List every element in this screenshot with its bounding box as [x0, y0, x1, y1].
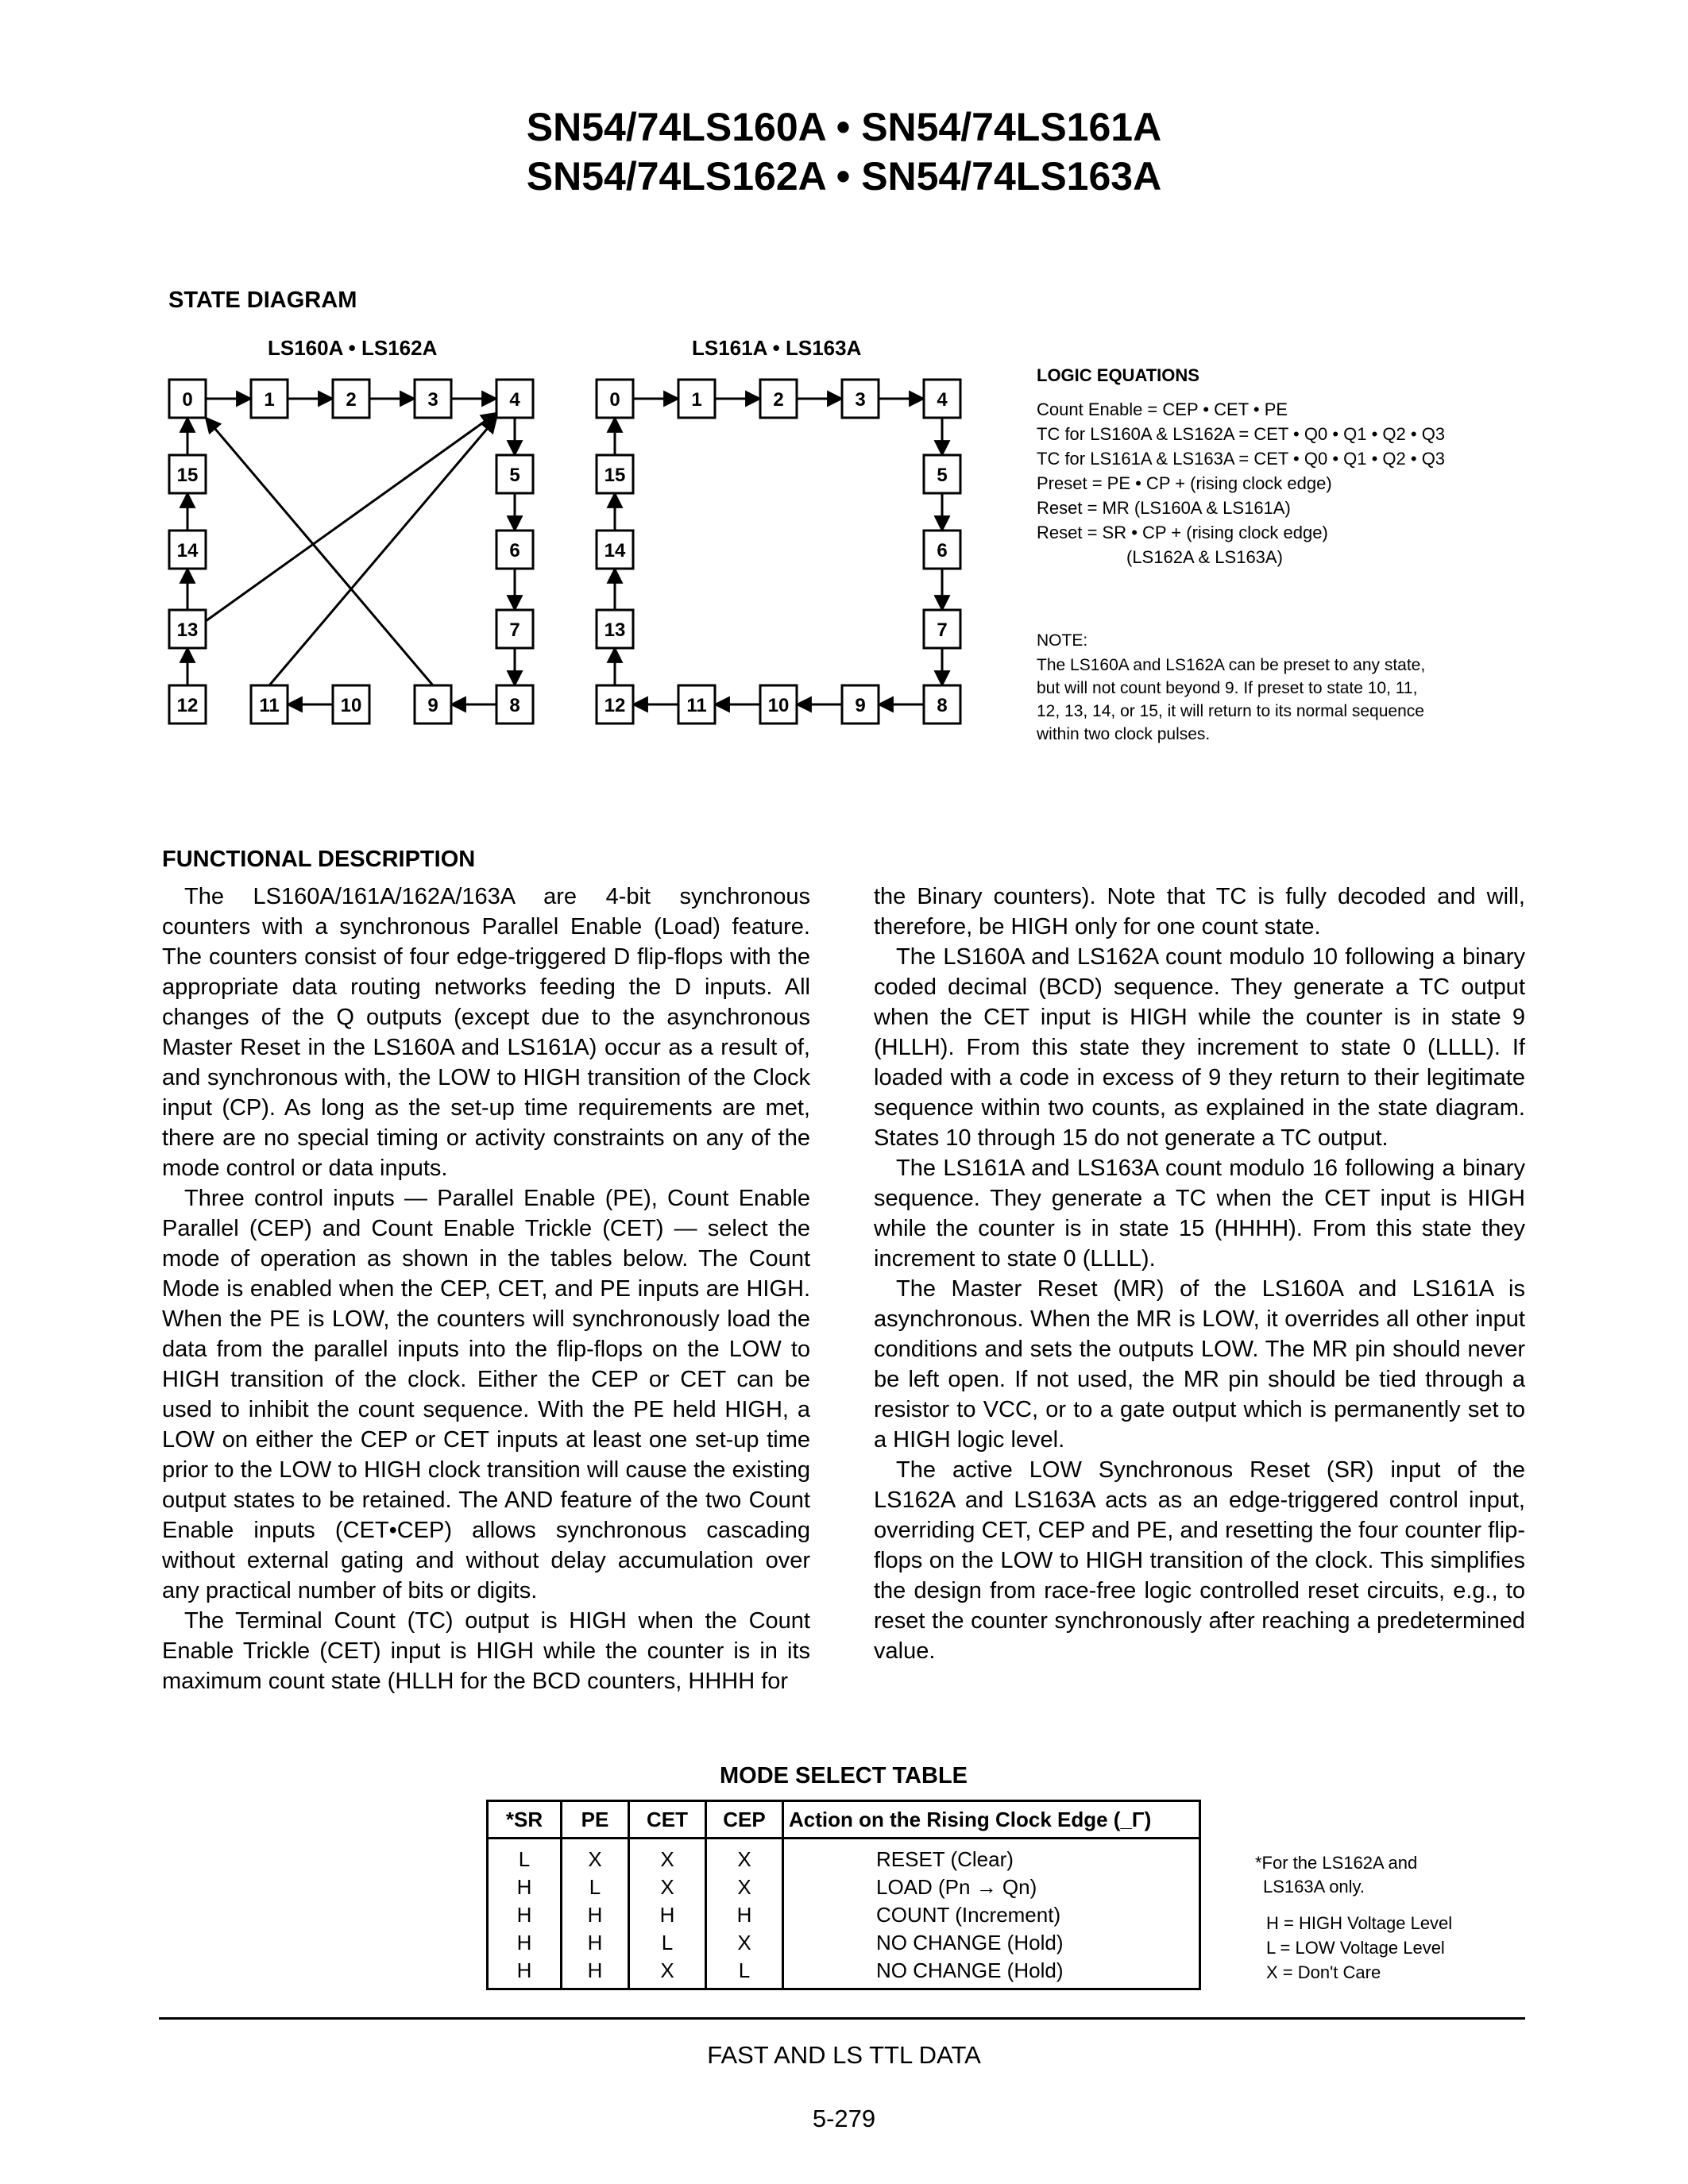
- table-cell: X: [629, 1873, 706, 1901]
- state-node-label: 1: [264, 389, 275, 411]
- state-node: [415, 380, 451, 418]
- table-cell: H: [706, 1901, 783, 1929]
- state-node: [760, 380, 797, 418]
- table-row: [488, 1839, 1200, 1874]
- table-row: [488, 1873, 1200, 1901]
- table-cell: X: [706, 1873, 783, 1901]
- table-cell: L: [562, 1873, 629, 1901]
- state-node: [597, 531, 633, 569]
- state-node-label: 14: [176, 540, 199, 561]
- equation-reset-mr: Reset = MR (LS160A & LS161A): [1037, 498, 1291, 518]
- table-cell: H: [629, 1901, 706, 1929]
- state-node-label: 11: [259, 695, 280, 716]
- state-node: [169, 380, 206, 418]
- paragraph: The LS160A and LS162A count modulo 10 following a binary coded decimal (BCD) sequence. They generate a TC output when the CET input is HIGH while the counter is in state 9 (HLLH). From this state they increment to state 0 (LLLL). If loaded with a code in excess of 9 they return to their legitimate sequence within two counts, as explained in the state diagram. States 10 through 15 do not generate a TC output.: [874, 944, 1525, 1151]
- state-node-label: 0: [182, 389, 193, 411]
- diagram-label-ls161a-ls163a: LS161A • LS163A: [692, 336, 862, 360]
- state-node-label: 10: [767, 695, 790, 716]
- paragraph: The active LOW Synchronous Reset (SR) input of the LS162A and LS163A acts as an edge-triggered control input, overriding CET, CEP and PE, and resetting the four counter flip-flops on the LOW to HIGH transition of the clock. This simplifies the design from race-free logic controlled reset circuits, e.g., to reset the counter synchronously after reaching a predetermined value.: [874, 1457, 1525, 1664]
- table-cell-action: RESET (Clear): [783, 1839, 1200, 1874]
- state-node: [678, 380, 715, 418]
- state-node-label: 1: [691, 389, 702, 411]
- legend-high: H = HIGH Voltage Level: [1266, 1913, 1453, 1933]
- state-node: [842, 685, 879, 723]
- state-node: [924, 380, 960, 418]
- footer-rule: [159, 2017, 1525, 2020]
- functional-description-left-column: [162, 882, 810, 1696]
- state-node-label: 13: [604, 619, 626, 641]
- table-cell: X: [706, 1929, 783, 1957]
- table-cell-action: COUNT (Increment): [783, 1901, 1200, 1929]
- state-node: [924, 610, 960, 648]
- state-node-label: 9: [855, 695, 866, 716]
- state-node: [760, 685, 797, 723]
- table-cell: L: [488, 1839, 562, 1874]
- table-cell-action: NO CHANGE (Hold): [783, 1929, 1200, 1957]
- column-header-pe: PE: [562, 1801, 629, 1839]
- state-node: [678, 685, 715, 723]
- state-node-label: 15: [176, 465, 199, 486]
- table-cell: H: [562, 1929, 629, 1957]
- diagram-label-ls160a-ls162a: LS160A • LS162A: [268, 336, 438, 360]
- paragraph: the Binary counters). Note that TC is fully decoded and will, therefore, be HIGH only for one count state.: [874, 884, 1525, 940]
- equation-preset: Preset = PE • CP + (rising clock edge): [1037, 473, 1332, 493]
- note-line: within two clock pulses.: [1037, 725, 1211, 743]
- equation-tc-ls161a: TC for LS161A & LS163A = CET • Q0 • Q1 • Q2 • Q3: [1037, 449, 1446, 469]
- table-cell: X: [629, 1839, 706, 1874]
- table-row: [488, 1957, 1200, 1989]
- state-node-label: 0: [609, 389, 620, 411]
- table-cell: X: [629, 1957, 706, 1989]
- table-cell: H: [488, 1929, 562, 1957]
- footer-publication: FAST AND LS TTL DATA: [707, 2041, 981, 2069]
- functional-description-heading: FUNCTIONAL DESCRIPTION: [162, 847, 476, 872]
- legend-low: L = LOW Voltage Level: [1266, 1938, 1445, 1958]
- note-heading: NOTE:: [1037, 631, 1088, 650]
- footer-page-number: 5-279: [812, 2105, 876, 2132]
- table-cell: H: [488, 1957, 562, 1989]
- state-node: [597, 610, 633, 648]
- table-cell-action: LOAD (Pn → Qn): [783, 1873, 1200, 1901]
- table-cell: X: [562, 1839, 629, 1874]
- state-node: [496, 685, 533, 723]
- state-node-label: 8: [509, 695, 520, 716]
- state-node: [924, 455, 960, 493]
- state-node: [597, 380, 633, 418]
- state-node: [496, 531, 533, 569]
- state-node-label: 7: [509, 619, 520, 641]
- state-node: [251, 685, 288, 723]
- table-cell: H: [488, 1901, 562, 1929]
- equation-reset-sr-scope: (LS162A & LS163A): [1126, 547, 1283, 567]
- equation-count-enable: Count Enable = CEP • CET • PE: [1037, 399, 1288, 419]
- table-cell-action: NO CHANGE (Hold): [783, 1957, 1200, 1989]
- state-node-label: 5: [937, 465, 948, 486]
- state-node-label: 5: [509, 465, 520, 486]
- table-cell: L: [629, 1929, 706, 1957]
- state-node-label: 6: [937, 540, 948, 561]
- state-diagram-ls160a-ls162a: [169, 380, 533, 723]
- state-node-label: 15: [604, 465, 626, 486]
- state-node: [924, 685, 960, 723]
- state-node: [169, 455, 206, 493]
- paragraph: The Terminal Count (TC) output is HIGH when the Count Enable Trickle (CET) input is HIGH while the counter is in its maximum count state (HLLH for the BCD counters, HHHH for: [162, 1608, 810, 1694]
- table-cell: L: [706, 1957, 783, 1989]
- state-node: [842, 380, 879, 418]
- state-node-label: 4: [509, 389, 520, 411]
- state-node: [415, 685, 451, 723]
- state-node-label: 6: [509, 540, 520, 561]
- state-node: [333, 380, 369, 418]
- state-node-label: 8: [937, 695, 948, 716]
- state-node-label: 9: [427, 695, 438, 716]
- state-node-label: 2: [346, 389, 357, 411]
- state-node: [169, 610, 206, 648]
- paragraph: Three control inputs — Parallel Enable (PE), Count Enable Parallel (CEP) and Count Enable Trickle (CET) — select the mode of operation as shown in the tables below. The Count Mode is enabled when the CEP, CET, and PE inputs are HIGH. When the PE is LOW, the counters will synchronously load the data from the parallel inputs into the flip-flops on the LOW to HIGH transition of the clock. Either the CEP or CET can be used to inhibit the count sequence. With the PE held HIGH, a LOW on either the CEP or CET inputs at least one set-up time prior to the LOW to HIGH clock transition will cause the existing output states to be retained. The AND feature of the two Count Enable inputs (CET•CEP) allows synchronous cascading without external gating and without delay accumulation over any practical number of bits or digits.: [162, 1186, 810, 1603]
- state-node: [924, 531, 960, 569]
- column-header-action: [783, 1801, 1200, 1839]
- state-node-label: 14: [604, 540, 626, 561]
- column-header-action-label: Action on the Rising Clock Edge (: [789, 1807, 1121, 1831]
- state-node: [169, 531, 206, 569]
- paragraph: The Master Reset (MR) of the LS160A and LS161A is asynchronous. When the MR is LOW, it overrides all other input conditions and sets the outputs LOW. The MR pin should never be left open. If not used, the MR pin should be tied through a resistor to VCC, or to a gate output which is permanently set to a HIGH logic level.: [874, 1276, 1525, 1453]
- table-row: [488, 1929, 1200, 1957]
- state-node-label: 11: [686, 695, 707, 716]
- state-transition-arrow: [206, 418, 433, 685]
- column-header-cep: [706, 1801, 783, 1839]
- state-diagram-ls161a-ls163a: [597, 380, 960, 723]
- table-header-row: [488, 1801, 1200, 1839]
- column-header-cep-label: CEP: [723, 1807, 766, 1831]
- state-node: [597, 455, 633, 493]
- paragraph: The LS160A/161A/162A/163A are 4-bit synchronous counters with a synchronous Parallel Enable (Load) feature. The counters consist of four edge-triggered D flip-flops with the appropriate data routing networks feeding the D inputs. All changes of the Q outputs (except due to the asynchronous Master Reset in the LS160A and LS161A) occur as a result of, and synchronous with, the LOW to HIGH transition of the Clock input (CP). As long as the set-up time requirements are met, there are no special timing or activity constraints on any of the mode control or data inputs.: [162, 884, 810, 1181]
- equation-reset-sr: Reset = SR • CP + (rising clock edge): [1037, 523, 1328, 542]
- state-node-label: 13: [176, 619, 199, 641]
- state-node: [333, 685, 369, 723]
- state-node-label: 3: [427, 389, 438, 411]
- column-header-sr: *SR: [488, 1801, 562, 1839]
- state-diagram-heading: STATE DIAGRAM: [168, 287, 357, 313]
- state-diagram: [0, 0, 1688, 810]
- state-node: [597, 685, 633, 723]
- state-node: [169, 685, 206, 723]
- mode-select-table: [486, 1800, 1201, 1990]
- mode-select-table-title: MODE SELECT TABLE: [719, 1763, 968, 1788]
- note-line: 12, 13, 14, or 15, it will return to its normal sequence: [1037, 702, 1424, 720]
- paragraph: The LS161A and LS163A count modulo 16 following a binary sequence. They generate a TC when the CET input is HIGH while the counter is in state 15 (HHHH). From this state they increment to state 0 (LLLL).: [874, 1156, 1525, 1271]
- state-node: [496, 455, 533, 493]
- table-footnote: *For the LS162A and: [1255, 1853, 1418, 1873]
- state-node: [496, 380, 533, 418]
- state-node-label: 4: [937, 389, 948, 411]
- state-node-label: 12: [604, 695, 626, 716]
- column-header-action-close: ): [1144, 1807, 1152, 1831]
- rising-edge-icon: _Γ: [1120, 1807, 1145, 1831]
- state-node-label: 10: [340, 695, 362, 716]
- state-node-label: 3: [855, 389, 866, 411]
- state-node: [251, 380, 288, 418]
- note-line: The LS160A and LS162A can be preset to any state,: [1037, 656, 1426, 674]
- document-title-line-2: SN54/74LS162A • SN54/74LS163A: [526, 154, 1162, 199]
- table-cell: H: [562, 1901, 629, 1929]
- state-node-label: 2: [773, 389, 784, 411]
- state-node-label: 12: [176, 695, 199, 716]
- note-line: but will not count beyond 9. If preset to state 10, 11,: [1037, 679, 1418, 697]
- equation-tc-ls160a: TC for LS160A & LS162A = CET • Q0 • Q1 • Q2 • Q3: [1037, 424, 1446, 444]
- state-node: [496, 610, 533, 648]
- document-title-line-1: SN54/74LS160A • SN54/74LS161A: [526, 105, 1162, 149]
- table-cell: H: [488, 1873, 562, 1901]
- legend-dont-care: X = Don't Care: [1266, 1962, 1381, 1982]
- table-cell: X: [706, 1839, 783, 1874]
- table-footnote: LS163A only.: [1263, 1877, 1365, 1897]
- state-node-label: 7: [937, 619, 948, 641]
- logic-equations-heading: LOGIC EQUATIONS: [1037, 365, 1199, 385]
- table-cell: H: [562, 1957, 629, 1989]
- table-row: [488, 1901, 1200, 1929]
- column-header-cet: CET: [629, 1801, 706, 1839]
- functional-description-right-column: [874, 882, 1525, 1666]
